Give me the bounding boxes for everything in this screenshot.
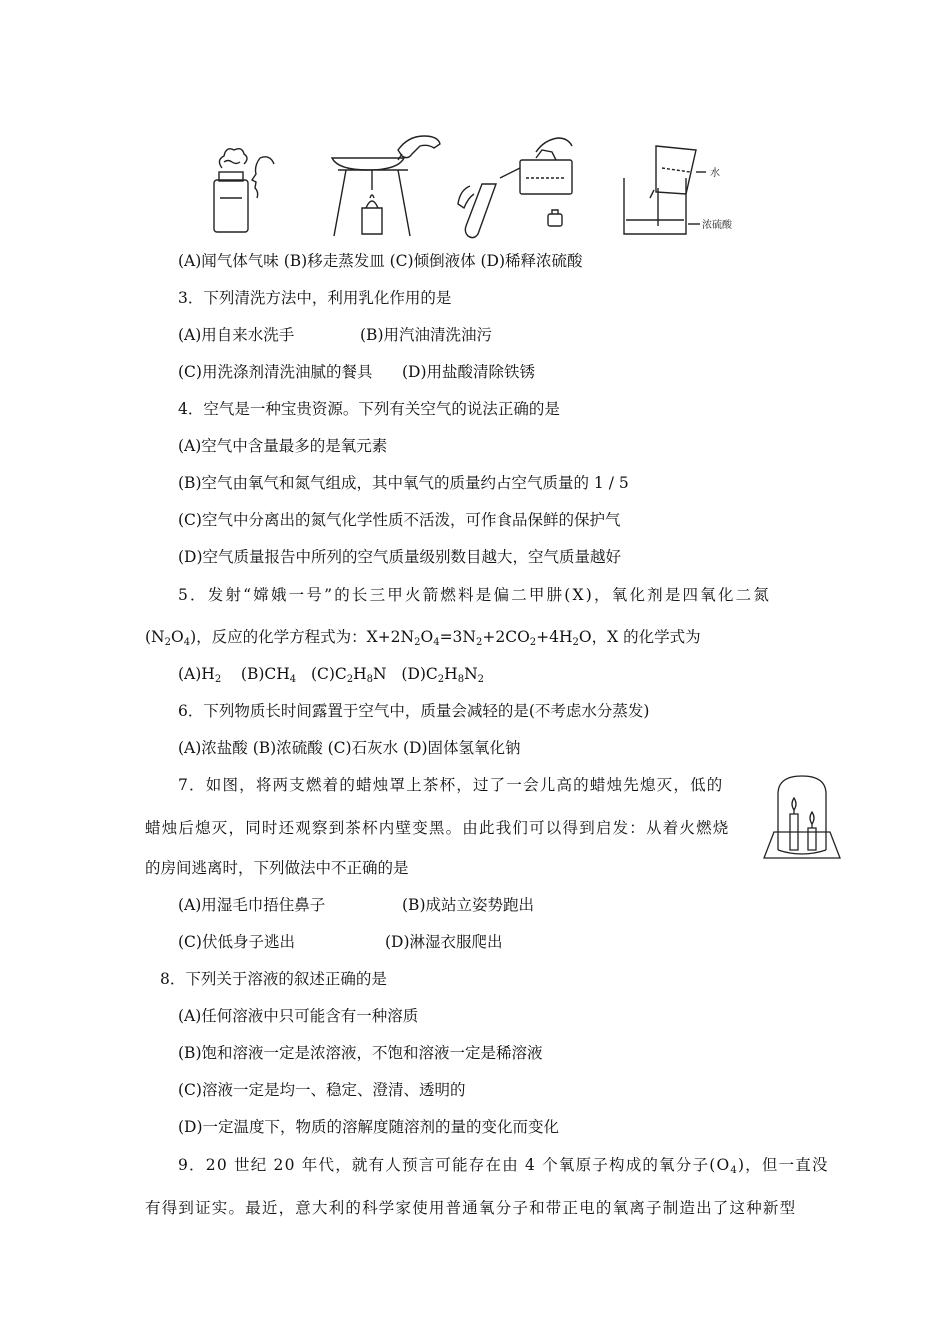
label-acid: 浓硫酸	[702, 220, 732, 231]
q3-option-d: (D)用盐酸清除铁锈	[402, 363, 536, 381]
q5-equation: $(N_2O_4)$，反应的化学方程式为：$X+2N_2O_4=3N_2+2CO_2+4H_2O$，X 的化学式为	[145, 628, 701, 648]
q8-option-b: (B)饱和溶液一定是浓溶液，不饱和溶液一定是稀溶液	[178, 1044, 543, 1062]
q3-option-c: (C)用洗涤剂清洗油腻的餐具	[178, 363, 373, 381]
q8-stem: 8．下列关于溶液的叙述正确的是	[160, 970, 387, 988]
q7-option-a: (A)用湿毛巾捂住鼻子	[178, 896, 326, 914]
q5-option-d: $(D)C_2H_8N_2$	[401, 665, 484, 685]
q4-option-c: (C)空气中分离出的氮气化学性质不活泼，可作食品保鲜的保护气	[178, 511, 621, 529]
q4-option-b: (B)空气由氧气和氮气组成，其中氧气的质量约占空气质量的 1 / 5	[178, 474, 629, 492]
q8-option-a: (A)任何溶液中只可能含有一种溶质	[178, 1007, 419, 1025]
q2-options: (A)闻气体气味 (B)移走蒸发皿 (C)倾倒液体 (D)稀释浓硫酸	[178, 252, 583, 270]
q6-options: (A)浓盐酸 (B)浓硫酸 (C)石灰水 (D)固体氢氧化钠	[178, 739, 521, 757]
q5-stem: 5．发射“嫦娥一号”的长三甲火箭燃料是偏二甲肼(X)，氧化剂是四氧化二氮	[178, 586, 772, 604]
q4-stem: 4．空气是一种宝贵资源。下列有关空气的说法正确的是	[178, 400, 560, 418]
pour-liquid-icon	[456, 128, 584, 240]
q7-line1: 7．如图，将两支燃着的蜡烛罩上茶杯，过了一会儿高的蜡烛先熄灭，低的	[178, 776, 724, 794]
q4-option-a: (A)空气中含量最多的是氧元素	[178, 437, 388, 455]
q7-line2: 蜡烛后熄灭，同时还观察到茶杯内壁变黑。由此我们可以得到启发：从着火燃烧	[145, 819, 730, 837]
smell-gas-icon	[200, 128, 280, 240]
q7-option-c: (C)伏低身子逃出	[178, 933, 295, 951]
q7-line3: 的房间逃离时，下列做法中不正确的是	[145, 859, 409, 877]
dilute-acid-icon	[612, 128, 760, 240]
q3-option-a: (A)用自来水洗手	[178, 326, 295, 344]
q7-option-b: (B)成站立姿势跑出	[402, 896, 534, 914]
q3-stem: 3．下列清洗方法中，利用乳化作用的是	[178, 289, 452, 307]
q5-option-c: $(C)C_2H_8N$	[310, 665, 387, 685]
q9-line2: 有得到证实。最近，意大利的科学家使用普通氧分子和带正电的氧离子制造出了这种新型	[145, 1199, 797, 1217]
q5-options	[178, 664, 484, 684]
candle-cup-icon	[756, 770, 844, 862]
q4-option-d: (D)空气质量报告中所列的空气质量级别数目越大，空气质量越好	[178, 548, 622, 566]
q8-option-d: (D)一定温度下，物质的溶解度随溶剂的量的变化而变化	[178, 1118, 560, 1136]
q9-line1: 9．20 世纪 20 年代，就有人预言可能存在由 4 个氧原子构成的氧分子$(O_4)$，但一直没	[178, 1156, 829, 1176]
q7-option-d: (D)淋湿衣服爬出	[385, 933, 503, 951]
label-water: 水	[710, 168, 720, 179]
evaporating-dish-icon	[328, 128, 444, 240]
figure-row	[200, 128, 760, 240]
q5-option-a: $(A)H_2$	[178, 665, 222, 685]
q3-option-b: (B)用汽油清洗油污	[360, 326, 492, 344]
q8-option-c: (C)溶液一定是均一、稳定、澄清、透明的	[178, 1081, 466, 1099]
q6-stem: 6．下列物质长时间露置于空气中，质量会减轻的是(不考虑水分蒸发)	[178, 702, 650, 720]
q5-option-b: $(B)CH_4$	[240, 665, 297, 685]
